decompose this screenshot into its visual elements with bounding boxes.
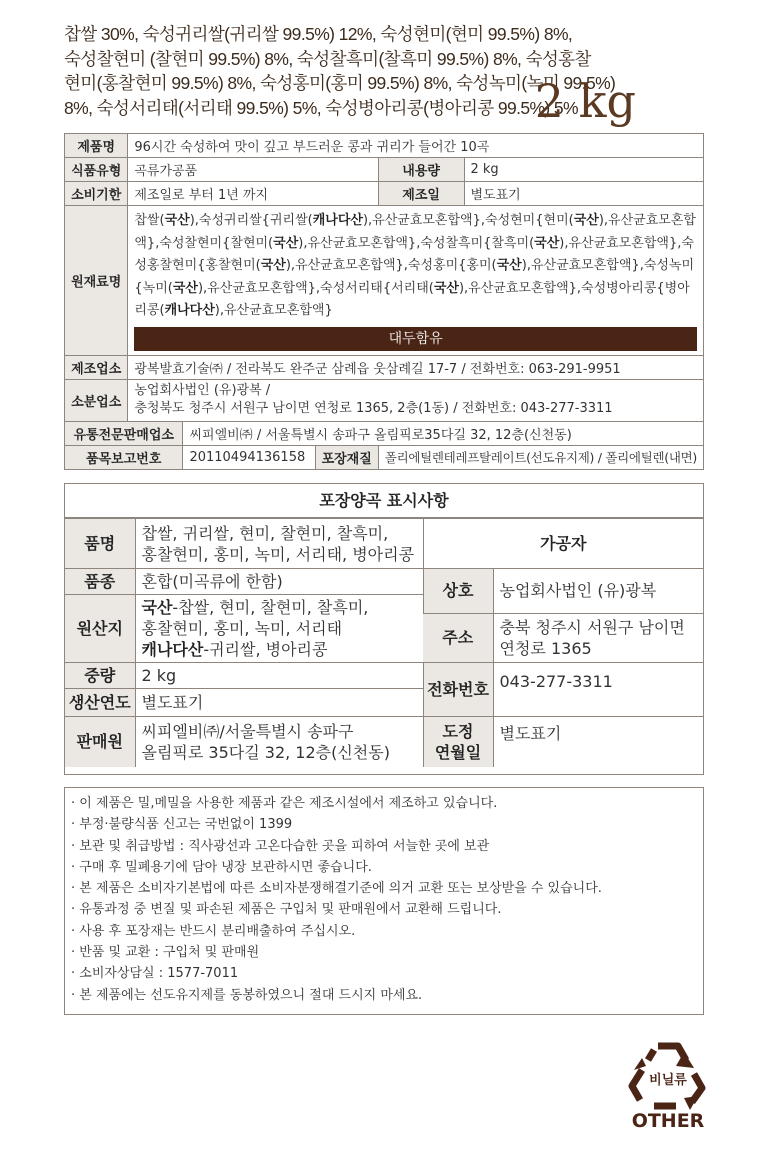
packaging: 폴리에틸렌테레프탈레이트(선도유지제) / 폴리에틸렌(내면): [378, 445, 703, 469]
recycle-icon: [620, 1030, 716, 1130]
notice-item: · 구매 후 밀폐용기에 담아 냉장 보관하시면 좋습니다.: [71, 859, 372, 875]
item-line: 홍찰현미, 홍미, 녹미, 서리태, 병아리콩: [141, 544, 415, 564]
report-no: 20110494136158: [183, 445, 315, 469]
seller-line: 올림픽로 35다길 32, 12층(신천동): [141, 742, 390, 762]
raw-materials-label: 원재료명: [65, 206, 128, 356]
raw-origin: 국산: [534, 235, 560, 251]
composition-line: 현미(홍찰현미 99.5%) 8%, 숙성홍미(홍미 99.5%) 8%, 숙성녹미(녹미 99.5%): [64, 73, 616, 93]
composition-line: 8%, 숙성서리태(서리태 99.5%) 5%, 숙성병아리콩(병아리콩 99.5%) 5%: [64, 97, 579, 118]
volume: 2 kg: [464, 158, 704, 182]
expiry-label: 소비기한: [65, 182, 128, 206]
notices-box: [64, 787, 704, 1015]
raw-text: ),유산균효모혼합액},숙성병아리콩{병아리콩(: [134, 280, 690, 318]
food-type-label: 식품유형: [65, 158, 128, 182]
product-info-table: [64, 133, 704, 470]
item-label: 품명: [65, 519, 135, 569]
weight: 2 kg: [135, 663, 423, 689]
raw-origin: 국산: [172, 280, 198, 296]
report-no-label: 품목보고번호: [65, 445, 183, 469]
raw-origin: 국산: [433, 280, 459, 296]
notice-item: · 본 제품에는 선도유지제를 동봉하였으니 절대 드시지 마세요.: [71, 987, 423, 1003]
origin-line: 홍찰현미, 홍미, 녹미, 서리태: [141, 619, 343, 638]
raw-text: ),유산균효모혼합액},숙성찰현미{찰현미(: [134, 213, 696, 251]
distributor: 씨피엘비㈜ / 서울특별시 송파구 올림픽로35다길 32, 12층(신천동): [183, 421, 704, 445]
soy-allergen-notice: 대두함유: [134, 327, 697, 351]
notice-item: · 본 제품은 소비자기본법에 따른 소비자분쟁해결기준에 의거 교환 또는 보상받을 수 있습니다.: [71, 881, 602, 897]
address-line: 충북 청주시 서원구 남이면: [499, 617, 685, 637]
net-weight: 2 kg: [534, 74, 636, 128]
company-label: 상호: [423, 569, 493, 614]
origin-label: 원산지: [65, 595, 135, 663]
seller-label: 판매원: [65, 717, 135, 767]
origin-line: [142, 639, 417, 660]
distributor-label: 유통전문판매업소: [65, 421, 183, 445]
origin-canada-items: -귀리쌀, 병아리콩: [203, 640, 328, 659]
raw-origin: 국산: [273, 235, 299, 251]
notice-item: · 유통과정 중 변질 및 파손된 제품은 구입처 및 판매원에서 교환해 드립니다.: [71, 902, 502, 918]
raw-origin: 국산: [496, 258, 522, 273]
product-name-label: 제품명: [65, 134, 128, 158]
composition-header: [64, 22, 704, 130]
raw-text: 찹쌀(: [134, 213, 165, 228]
seller-line: 씨피엘비㈜/서울특별시 송파구: [141, 721, 354, 741]
weight-label: 중량: [65, 663, 135, 689]
raw-materials-text: [134, 210, 697, 323]
subdivider-line: 농업회사법인 (유)광복 /: [134, 383, 271, 398]
origin-korea-items: -찹쌀, 현미, 찰현미, 찰흑미,: [172, 598, 369, 617]
item-line: 찹쌀, 귀리쌀, 현미, 찰현미, 찰흑미,: [141, 523, 389, 543]
manufacturer: 광복발효기술㈜ / 전라북도 완주군 삼례읍 웃삼례길 17-7 / 전화번호: 063-291-9951: [128, 355, 704, 379]
expiry: 제조일로 부터 1년 까지: [128, 182, 378, 206]
milling-date-label: [423, 717, 493, 767]
phone-label: 전화번호: [423, 663, 493, 717]
grain-label-box: [64, 483, 704, 775]
raw-origin: 캐나다산: [312, 213, 363, 228]
origin-line: [142, 597, 417, 618]
packaging-label: 포장재질: [315, 445, 378, 469]
raw-origin: 국산: [164, 213, 190, 228]
recycle-sublabel: OTHER: [631, 1110, 705, 1130]
manufacturer-label: 제조업소: [65, 355, 128, 379]
address-line: 연청로 1365: [499, 638, 592, 658]
grain-label-table: [65, 518, 703, 767]
composition-line: 찹쌀 30%, 숙성귀리쌀(귀리쌀 99.5%) 12%, 숙성현미(현미 99.5%) 8%,: [64, 24, 573, 44]
food-type: 곡류가공품: [128, 158, 378, 182]
raw-text: ),숙성귀리쌀{귀리쌀(: [189, 213, 313, 228]
subdivider-label: 소분업소: [65, 379, 128, 421]
raw-text: ),유산균효모혼합액},숙성서리태{서리태(: [197, 280, 434, 296]
raw-origin: 국산: [573, 213, 599, 228]
raw-materials-cell: [128, 206, 704, 356]
milling-label-line: 도정: [442, 721, 474, 741]
recycle-label: 비닐류: [649, 1073, 687, 1088]
raw-text: ),유산균효모혼합액},숙성홍찰현미{홍찰현미(: [134, 235, 694, 273]
notice-item: · 부정·불량식품 신고는 국번없이 1399: [71, 817, 293, 833]
manufacture-date-label: 제조일: [378, 182, 464, 206]
notice-item: · 사용 후 포장재는 반드시 분리배출하여 주십시오.: [71, 923, 356, 939]
grain-label-title: 포장양곡 표시사항: [65, 484, 703, 518]
manufacture-date: 별도표기: [464, 182, 704, 206]
notice-item: · 이 제품은 밀,메밀을 사용한 제품과 같은 제조시설에서 제조하고 있습니다.: [71, 796, 498, 811]
phone: 043-277-3311: [493, 663, 703, 717]
composition-line: 숙성찰현미 (찰현미 99.5%) 8%, 숙성찰흑미(찰흑미 99.5%) 8%, 숙성홍찰: [64, 48, 591, 69]
address: [493, 613, 703, 662]
milling-date: 별도표기: [493, 717, 703, 767]
subdivider: [128, 379, 704, 421]
seller: [135, 717, 423, 767]
notice-item: · 보관 및 취급방법 : 직사광선과 고온다습한 곳을 피하여 서늘한 곳에 보관: [71, 838, 490, 854]
notice-item: · 반품 및 교환 : 구입처 및 판매원: [71, 945, 260, 961]
raw-origin: 캐나다산: [164, 303, 215, 318]
raw-text: ),유산균효모혼합액},숙성녹미{녹미(: [134, 258, 695, 296]
raw-text: ),유산균효모혼합액},숙성홍미{홍미(: [285, 258, 497, 273]
raw-text: ),유산균효모혼합액}: [214, 303, 333, 318]
type: 혼합(미곡류에 한함): [135, 569, 423, 595]
origin-canada: 캐나다산: [141, 640, 204, 659]
raw-origin: 국산: [260, 258, 286, 273]
origin: [135, 595, 423, 663]
raw-text: ),유산균효모혼합액},숙성찰흑미{찰흑미(: [298, 235, 535, 251]
notice-item: · 소비자상담실 : 1577-7011: [71, 966, 239, 982]
year: 별도표기: [135, 689, 423, 717]
volume-label: 내용량: [378, 158, 464, 182]
type-label: 품종: [65, 569, 135, 595]
item: [135, 519, 423, 569]
year-label: 생산연도: [65, 689, 135, 717]
product-name: 96시간 숙성하여 맛이 깊고 부드러운 콩과 귀리가 들어간 10곡: [128, 134, 704, 158]
subdivider-line: 충청북도 청주시 서원구 남이면 연청로 1365, 2층(1동) / 전화번호: 043-277-3311: [134, 401, 613, 416]
processor-label: 가공자: [423, 519, 703, 569]
origin-korea: 국산: [141, 598, 173, 617]
raw-text: ),유산균효모혼합액},숙성현미{현미(: [362, 213, 574, 228]
company: 농업회사법인 (유)광복: [493, 569, 703, 614]
recycle-mark: [620, 1030, 716, 1130]
address-label: 주소: [423, 613, 493, 662]
milling-label-line: 연월일: [434, 742, 482, 762]
